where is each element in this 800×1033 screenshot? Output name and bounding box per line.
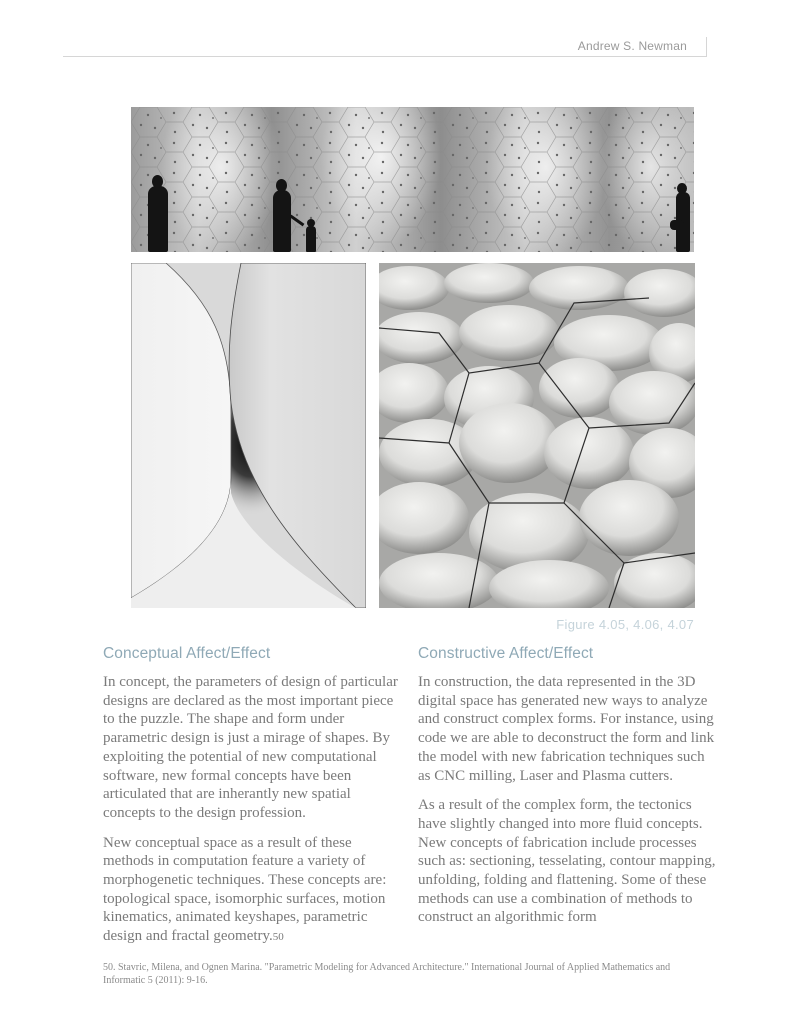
section-heading-conceptual: Conceptual Affect/Effect xyxy=(103,645,271,662)
curved-surfaces-render xyxy=(131,263,366,608)
hexagon-pattern xyxy=(131,107,694,252)
figure-undulating-tiles xyxy=(379,263,695,608)
section-conceptual xyxy=(103,645,403,958)
paragraph: In concept, the parameters of design of particular designs are declared as the most important piece to the puzzle. The shape and form under parametric design is just a mirage of shapes. By exploiting the potential of new computational software, new formal concepts have been articulated that are inherantly new spatial concepts to the design profession. xyxy=(103,674,398,821)
figure-hexagonal-wall xyxy=(131,107,694,252)
header-divider xyxy=(706,37,707,57)
running-header-author: Andrew S. Newman xyxy=(577,39,687,53)
section-constructive xyxy=(418,645,718,938)
footnote-reference[interactable]: 50 xyxy=(272,931,284,944)
footnote: 50. Stavric, Milena, and Ognen Marina. "Parametric Modeling for Advanced Architecture." International Journal of Applied Mathematics and Informatic 5 (2011): 9-16. xyxy=(103,962,671,986)
header-rule xyxy=(63,56,707,57)
paragraph-text: New conceptual space as a result of these methods in computation feature a variety of morphogenetic techniques. These concepts are: topological space, isomorphic surfaces, motion kinematics, animated keyshapes, parametric design and fractal geometry. xyxy=(103,834,387,945)
undulating-tiles-render xyxy=(379,263,695,608)
figure-caption: Figure 4.05, 4.06, 4.07 xyxy=(556,617,694,632)
paragraph: As a result of the complex form, the tectonics have slightly changed into more fluid concepts. New concepts of fabrication include processes such as: sectioning, tesselating, contour mapping, unfolding, folding and flattening. Some of these methods can use a combination of methods to construct an algorithmic form xyxy=(418,797,716,926)
section-heading-constructive: Constructive Affect/Effect xyxy=(418,645,594,662)
figure-curved-surfaces xyxy=(131,263,366,608)
paragraph-with-footnote xyxy=(103,834,403,947)
paragraph: In construction, the data represented in the 3D digital space has generated new ways to analyze and construct complex forms. For instance, using code we are able to deconstruct the form and link the model with new fabrication techniques such as CNC milling, Laser and Plasma cutters. xyxy=(418,674,715,784)
